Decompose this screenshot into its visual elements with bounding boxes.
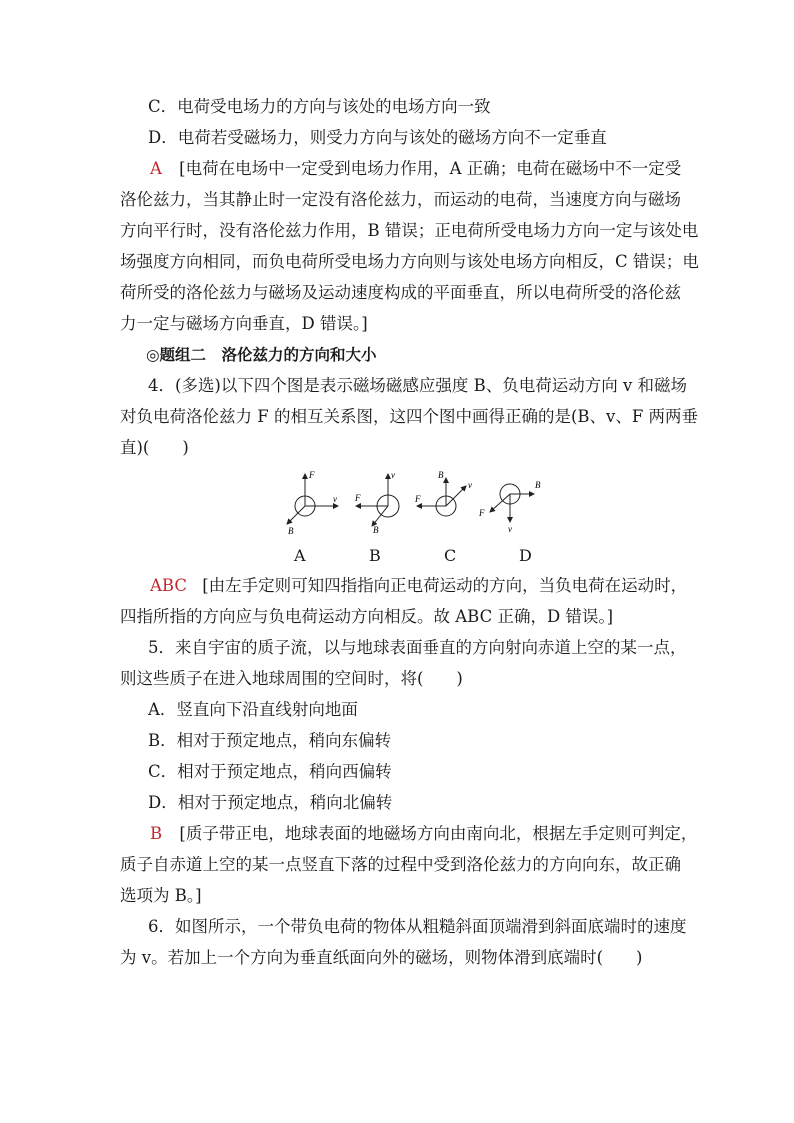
q4-b-label-f: F bbox=[355, 493, 361, 503]
q5-answer-key: B bbox=[150, 824, 163, 843]
q4-b-label-v: v bbox=[391, 470, 395, 480]
q4-line-1: 4．(多选)以下四个图是表示磁场磁感应强度 B、负电荷运动方向 v 和磁场 bbox=[148, 376, 688, 395]
q4-figure-b bbox=[354, 470, 399, 535]
q5-answer-line-1 bbox=[150, 824, 697, 844]
q4-c-label-b: B bbox=[438, 470, 444, 480]
q6-line-2: 为 v。若加上一个方向为垂直纸面向外的磁场，则物体滑到底端时( ) bbox=[120, 948, 643, 967]
q5-answer-line-2: 质子自赤道上空的某一点竖直下落的过程中受到洛伦兹力的方向向东，故正确 bbox=[120, 855, 681, 874]
q3-answer-line-1 bbox=[150, 159, 681, 179]
q3-answer-line-3: 方向平行时，没有洛伦兹力作用，B 错误；正电荷所受电场力方向一定与该处电 bbox=[120, 221, 699, 240]
q4-answer-key: ABC bbox=[150, 576, 187, 595]
q4-line-2: 对负电荷洛伦兹力 F 的相互关系图，这四个图中画得正确的是(B、v、F 两两垂 bbox=[120, 407, 699, 426]
q5-answer-text-1: [质子带正电，地球表面的地磁场方向由南向北，根据左手定则可判定， bbox=[179, 824, 698, 843]
q4-answer-text-1: [由左手定则可知四指指向正电荷运动的方向，当负电荷在运动时， bbox=[202, 576, 688, 595]
q3-answer-key: A bbox=[150, 159, 162, 178]
q4-c-label-f: F bbox=[415, 494, 421, 504]
q4-figure-c bbox=[414, 470, 472, 516]
q4-figure-label-c: C bbox=[444, 546, 457, 565]
q4-figure bbox=[278, 466, 548, 566]
q4-a-label-f: F bbox=[309, 470, 315, 480]
q4-answer-line-2: 四指所指的方向应与负电荷运动方向相反。故 ABC 正确，D 错误。] bbox=[120, 607, 614, 626]
q3-answer-text-1: [电荷在电场中一定受到电场力作用，A 正确；电荷在磁场中不一定受 bbox=[179, 159, 682, 178]
q3-option-d: D．电荷若受磁场力，则受力方向与该处的磁场方向不一定垂直 bbox=[148, 128, 607, 147]
q4-d-label-v: v bbox=[508, 524, 512, 534]
q4-line-3: 直)( ) bbox=[120, 438, 189, 457]
q5-option-c: C．相对于预定地点，稍向西偏转 bbox=[148, 762, 392, 781]
q4-figure-label-d: D bbox=[519, 546, 532, 565]
q3-answer-line-5: 荷所受的洛伦兹力与磁场及运动速度构成的平面垂直，所以电荷所受的洛伦兹 bbox=[120, 283, 681, 302]
q3-answer-line-4: 场强度方向相同，而负电荷所受电场力方向则与该处电场方向相反，C 错误；电 bbox=[120, 252, 699, 271]
q4-d-label-b: B bbox=[535, 480, 541, 490]
q4-d-label-f: F bbox=[479, 508, 485, 518]
q5-option-d: D．相对于预定地点，稍向北偏转 bbox=[148, 793, 393, 812]
q6-line-1: 6．如图所示，一个带负电荷的物体从粗糙斜面顶端滑到斜面底端时的速度 bbox=[148, 917, 687, 936]
section-heading: ◎题组二 洛伦兹力的方向和大小 bbox=[146, 346, 377, 364]
q4-b-label-b: B bbox=[373, 525, 379, 535]
q3-answer-line-2: 洛伦兹力，当其静止时一定没有洛伦兹力，而运动的电荷，当速度方向与磁场 bbox=[120, 190, 681, 209]
q4-answer-line-1 bbox=[150, 576, 687, 596]
q5-option-a: A．竖直向下沿直线射向地面 bbox=[148, 700, 358, 719]
q5-line-1: 5．来自宇宙的质子流，以与地球表面垂直的方向射向赤道上空的某一点， bbox=[148, 638, 687, 657]
q4-a-label-v: v bbox=[333, 494, 337, 504]
q5-option-b: B．相对于预定地点，稍向东偏转 bbox=[148, 731, 392, 750]
q3-option-c: C．电荷受电场力的方向与该处的电场方向一致 bbox=[148, 97, 491, 116]
q3-answer-line-6: 力一定与磁场方向垂直，D 错误。] bbox=[120, 314, 368, 333]
q4-figure-d bbox=[478, 480, 541, 534]
q4-figure-a bbox=[287, 470, 338, 536]
q4-figure-label-a: A bbox=[294, 546, 306, 565]
q4-figure-label-b: B bbox=[369, 546, 381, 565]
q5-answer-line-3: 选项为 B。] bbox=[120, 886, 202, 905]
q4-c-label-v: v bbox=[468, 480, 472, 490]
q4-a-label-b: B bbox=[288, 526, 294, 536]
q5-line-2: 则这些质子在进入地球周围的空间时，将( ) bbox=[120, 669, 463, 688]
